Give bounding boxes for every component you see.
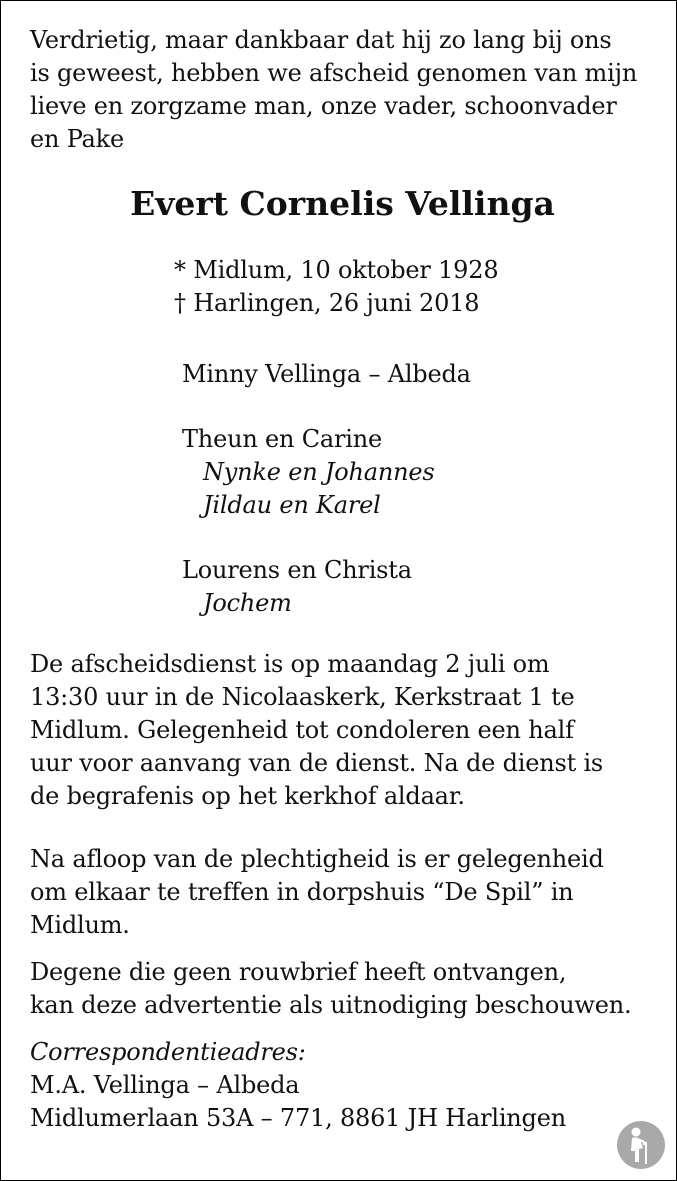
- service-line: de begrafenis op het kerkhof aldaar.: [30, 782, 465, 810]
- child-name: Lourens en Christa: [182, 556, 412, 584]
- gathering-line: Midlum.: [30, 911, 130, 939]
- invite-line: Degene die geen rouwbrief heeft ontvangen,: [30, 958, 567, 986]
- announcement-text: [30, 24, 655, 1135]
- child-name: Theun en Carine: [182, 425, 382, 453]
- family-list: [182, 358, 655, 620]
- gathering-line: om elkaar te treffen in dorpshuis “De Spil” in: [30, 878, 574, 906]
- grandchild-name: Nynke en Johannes: [203, 458, 435, 486]
- family-group-spouse: [182, 358, 655, 391]
- family-group-child1: [182, 423, 655, 522]
- service-line: De afscheidsdienst is op maandag 2 juli om: [30, 650, 550, 678]
- intro-line: lieve en zorgzame man, onze vader, schoonvader: [30, 92, 617, 120]
- spouse-name: Minny Vellinga – Albeda: [182, 360, 471, 388]
- correspondence-block: [30, 1036, 655, 1135]
- service-line: Midlum. Gelegenheid tot condoleren een half: [30, 716, 574, 744]
- funeral-figure-icon: [616, 1120, 666, 1170]
- grandchild-name: Jildau en Karel: [203, 491, 381, 519]
- family-group-child2: [182, 554, 655, 620]
- service-line: uur voor aanvang van de dienst. Na de dienst is: [30, 749, 604, 777]
- deceased-name: Evert Cornelis Vellinga: [130, 184, 555, 223]
- service-line: 13:30 uur in de Nicolaaskerk, Kerkstraat 1 te: [30, 683, 575, 711]
- gathering-line: Na afloop van de plechtigheid is er gelegenheid: [30, 845, 604, 873]
- grandchild-name: Jochem: [203, 589, 292, 617]
- invite-line: kan deze advertentie als uitnodiging beschouwen.: [30, 991, 632, 1019]
- intro-paragraph: [30, 24, 655, 156]
- correspondence-name: M.A. Vellinga – Albeda: [30, 1071, 300, 1099]
- invite-paragraph: [30, 956, 655, 1022]
- birth-date: * Midlum, 10 oktober 1928: [174, 256, 499, 284]
- correspondence-address: Midlumerlaan 53A – 771, 8861 JH Harlingen: [30, 1104, 566, 1132]
- gathering-paragraph: [30, 843, 655, 942]
- life-dates: [174, 254, 655, 320]
- intro-line: en Pake: [30, 125, 125, 153]
- intro-line: Verdrietig, maar dankbaar dat hij zo lang bij ons: [30, 26, 612, 54]
- correspondence-label: Correspondentieadres:: [30, 1038, 306, 1066]
- service-paragraph: [30, 648, 655, 813]
- death-date: † Harlingen, 26 juni 2018: [174, 289, 480, 317]
- intro-line: is geweest, hebben we afscheid genomen van mijn: [30, 59, 638, 87]
